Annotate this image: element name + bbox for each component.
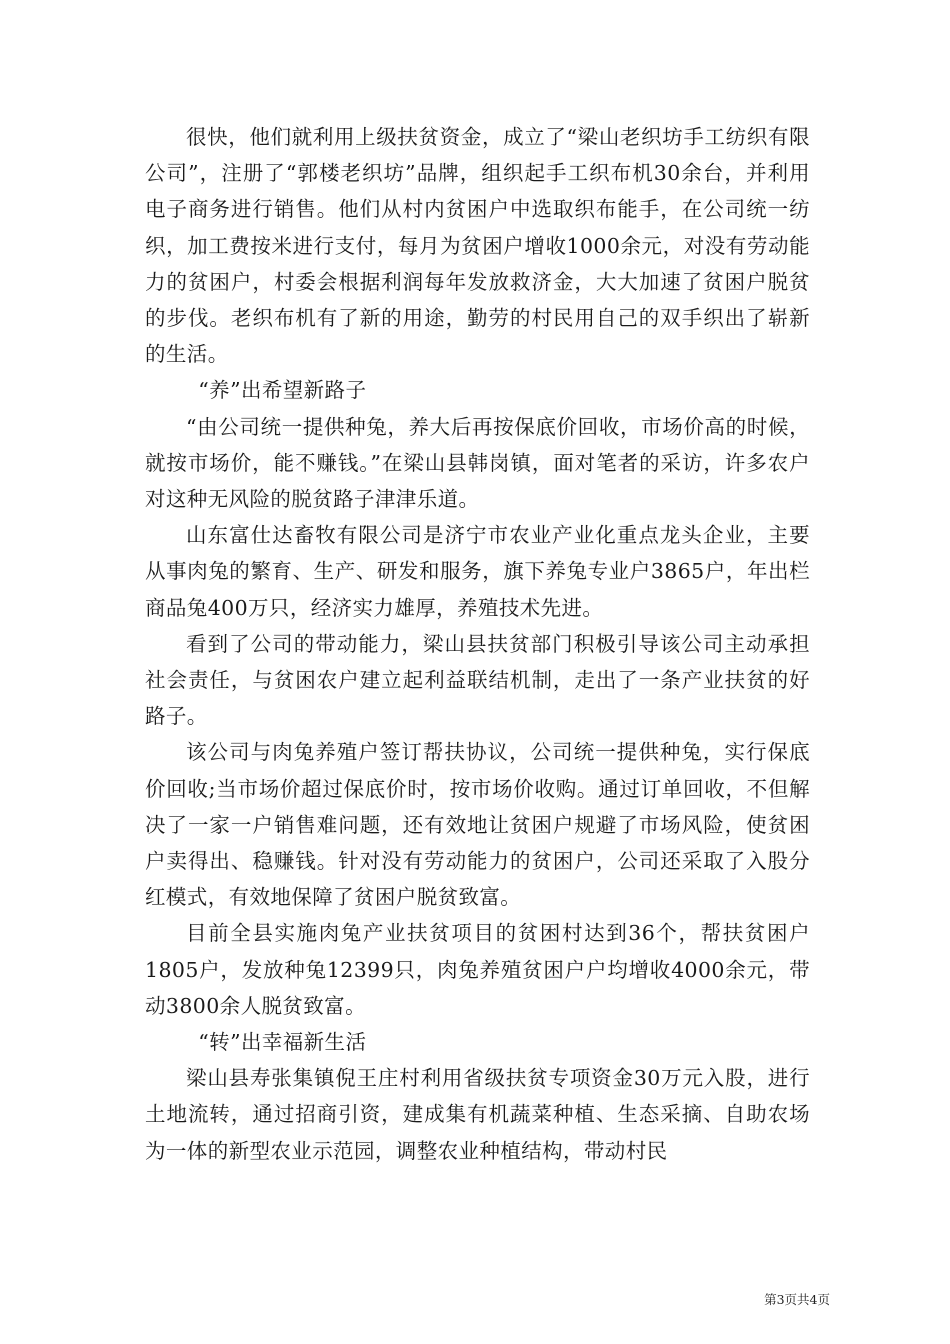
- paragraph-county-results: 目前全县实施肉兔产业扶贫项目的贫困村达到36个，帮扶贫困户1805户，发放种兔12399只，肉兔养殖贫困户户均增收4000余元，带动3800余人脱贫致富。: [145, 921, 810, 1018]
- paragraph-assistance-agreement: 该公司与肉兔养殖户签订帮扶协议，公司统一提供种兔，实行保底价回收;当市场价超过保底价时，按市场价收购。通过订单回收，不但解决了一家一户销售难问题，还有效地让贫困户规避了市场风险，使贫困户卖得出、稳赚钱。针对没有劳动能力的贫困户，公司还采取了入股分红模式，有效地保障了贫困户脱贫致富。: [145, 740, 810, 910]
- paragraph-company-intro: 山东富仕达畜牧有限公司是济宁市农业产业化重点龙头企业，主要从事肉兔的繁育、生产、研发和服务，旗下养兔专业户3865户，年出栏商品兔400万只，经济实力雄厚，养殖技术先进。: [145, 523, 810, 620]
- section-heading-transfer: “转”出幸福新生活: [198, 1030, 367, 1055]
- paragraph-poverty-office: 看到了公司的带动能力，梁山县扶贫部门积极引导该公司主动承担社会责任，与贫困农户建立起利益联结机制，走出了一条产业扶贫的好路子。: [145, 631, 810, 729]
- section-heading-raising: “养”出希望新路子: [198, 378, 367, 403]
- document-body: [145, 119, 810, 1169]
- paragraph-rabbit-quote: “由公司统一提供种兔，养大后再按保底价回收，市场价高的时候，就按市场价，能不赚钱。”在梁山县韩岗镇，面对笔者的采访，许多农户对这种无风险的脱贫路子津津乐道。: [145, 414, 810, 512]
- page-number: 第3页共4页: [764, 1292, 830, 1307]
- paragraph-weaving-company: 很快，他们就利用上级扶贫资金，成立了“梁山老织坊手工纺织有限公司”，注册了“郭楼老织坊”品牌，组织起手工织布机30余台，并利用电子商务进行销售。他们从村内贫困户中选取织布能手，在公司统一纺织，加工费按米进行支付，每月为贫困户增收1000余元，对没有劳动能力的贫困户，村委会根据利润每年发放救济金，大大加速了贫困户脱贫的步伐。老织布机有了新的用途，勤劳的村民用自己的双手织出了崭新的生活。: [145, 125, 810, 367]
- paragraph-land-transfer: 梁山县寿张集镇倪王庄村利用省级扶贫专项资金30万元入股，进行土地流转，通过招商引资，建成集有机蔬菜种植、生态采摘、自助农场为一体的新型农业示范园，调整农业种植结构，带动村民: [145, 1066, 810, 1163]
